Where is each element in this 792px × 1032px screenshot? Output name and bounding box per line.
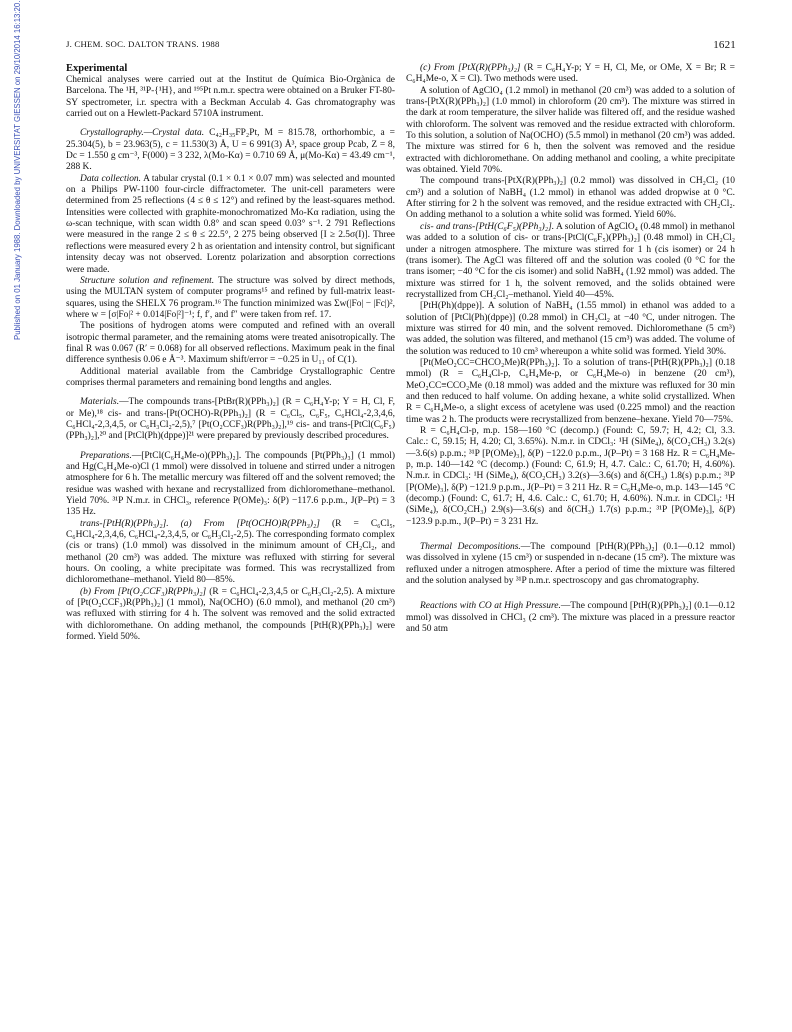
paragraph-thermal-decompositions [406, 542, 735, 587]
page-header [66, 39, 736, 53]
paragraph-nabh4-method: The compound trans-[PtX(R)(PPh₃)₂] (0.2 mmol) was dissolved in CH₂Cl₂ (10 cm³) and a solution of NaBH₄ (1.2 mmol) in ethanol was added dropwise at 0 °C. After stirring for 2 h the solvent was removed, and the residue extracted with CH₂Cl₂. On adding methanol to a solution a white solid was formed. Yield 60%. [406, 176, 735, 221]
paragraph-analytical-data: R = C₆H₄Cl-p, m.p. 158—160 °C (decomp.) (Found: C, 59.7; H, 4.2; Cl, 3.3. Calc.: C, 59.15; H, 4.20; Cl, 3.65%). N.m.r. in CDCl₃: ¹H (SiMe₄), δ(CO₂CH₃) 3.2(s)—3.6(s) p.p.m.; ³¹P [P(OMe)₃], δ(P) −122.0 p.p.m., J(P–Pt) = 3 168 Hz. R = C₆H₄Me-p, m.p. 140—142 °C (decomp.) (Found: C, 61.9; H, 4.7. Calc.: C, 61.70; H, 4.60%). N.m.r. in CDCl₃: ¹H (SiMe₄), δ(CO₂CH₃) 3.2(s)—3.6(s) and δ(CH₃) 1.8(s) p.p.m.; ³¹P [P(OMe)₃], δ(P) −121.9 p.p.m., J(P–Pt) = 3 211 Hz. R = C₆H₄Me-o, m.p. 143—145 °C (decomp.) (Found: C, 61.7; H, 4.6. Calc.: C, 61.70; H, 4.60%). N.m.r. in CDCl₃: ¹H (SiMe₄), δ(CO₂CH₃) 2.9(s)—3.6(s) and δ(CH₃) 1.7(s) p.p.m.; ³¹P [P(OMe)₃], δ(P) −123.9 p.p.m., J(P–Pt) = 3 231 Hz. [406, 426, 735, 527]
download-notice-text: Published on 01 January 1988. Downloaded by UNIVERSITAT GIESSEN on 29/10/2014 16:13:20. [13, 0, 22, 340]
run-in-heading: Thermal Decompositions. [420, 542, 521, 553]
paragraph-text: —The compound [PtH(R)(PPh₃)₂] (0.1—0.12 mmol) was dissolved in xylene (15 cm³) or suspended in n-decane (15 cm³). The mixture was refluxed under a nitrogen atmosphere. After a period of time the mixture was filtered and the solution analysed by ³¹P n.m.r. spectroscopy and gas chromatography. [406, 542, 735, 587]
paragraph-dppe-hydride: [PtH(Ph)(dppe)]. A solution of NaBH₄ (1.55 mmol) in ethanol was added to a solution of [PtCl(Ph)(dppe)] (0.28 mmol) in CH₂Cl₂ at −40 °C, under nitrogen. The mixture was stirred for 40 min, and the solvent removed. Dichloromethane (5 cm³) was added, the solution was filtered, and methanol (15 cm³) was added. The volume of the solution was reduced to 10 cm³ whereupon a white solid was formed. Yield 30%. [406, 301, 735, 357]
run-in-heading: cis- and trans-[PtH(C₆F₅)(PPh₃)₂]. [420, 221, 555, 232]
left-column [66, 63, 395, 644]
paragraph-c6f5-hydrides [406, 222, 735, 301]
paragraph-supplementary: Additional material available from the Cambridge Crystallographic Centre comprises thermal parameters and remaining bond lengths and angles. [66, 366, 395, 388]
run-in-heading: Preparations. [80, 450, 132, 461]
paragraph-text: —The compound [PtH(R)(PPh₃)₂] (0.1—0.12 mmol) was dissolved in CHCl₃ (2 cm³). The mixture was placed in a pressure reactor and 50 atm [406, 601, 735, 635]
run-in-heading: (b) From [Pt(O₂CCF₃)R(PPh₃)₂] [80, 586, 207, 597]
paragraph-instrumentation: Chemical analyses were carried out at the Institut de Química Bio-Orgànica de Barcelona. The ¹H, ³¹P-{¹H}, and ¹⁹⁵Pt n.m.r. spectra were obtained on a Bruker FT-80-SY spectrometer, i.r. spectra with a Beckman Acculab 4. Gas chromatography was carried out on a Hewlett-Packard 5710A instrument. [66, 75, 395, 120]
paragraph-preparations [66, 451, 395, 519]
run-in-heading: Reactions with CO at High Pressure. [420, 601, 561, 612]
run-in-heading: Data collection. [80, 173, 142, 184]
paragraph-data-collection [66, 174, 395, 276]
paragraph-text: —[PtCl(C₆H₄Me-o)(PPh₃)₂]. The compounds [Pt(PPh₃)₃] (1 mmol) and Hg(C₆H₄Me-o)Cl (1 mmol) were dissolved in toluene and stirred under a nitrogen atmosphere for 6 h. The metallic mercury was filtered off and the solvent removed; the residue was washed with hexane and recrystallized from dichloromethane–methanol. Yield 70%. ³¹P N.m.r. in CHCl₃, reference P(OMe)₃: δ(P) −117.6 p.p.m., J(P–Pt) = 3 135 Hz. [66, 450, 395, 518]
run-in-heading: Crystallography.—Crystal data. [80, 128, 205, 139]
section-heading-experimental: Experimental [66, 63, 128, 74]
run-in-heading: Structure solution and refinement. [80, 275, 215, 286]
paragraph-structure-solution [66, 276, 395, 321]
paragraph-method-b [66, 587, 395, 644]
paragraph-text: —The compounds trans-[PtBr(R)(PPh₃)₂] (R = C₆H₄Y-p; Y = H, Cl, F, or Me),¹⁸ cis- and trans-[Pt(OCHO)-R(PPh₃)₂] (R = C₆Cl₅, C₆F₅, C₆HCl₄-2,3,4,6, C₆HCl₄-2,3,4,5, or C₆H₃Cl₂-2,5),⁷ [Pt(O₂CCF₃)R(PPh₃)₂],¹⁹ cis- and trans-[PtCl(C₆F₅)(PPh₃)₂],²⁰ and [PtCl(Ph)(dppe)]²¹ were prepared by previously described procedures. [66, 397, 395, 442]
paragraph-text: C₄₂H₃₅FP₂Pt, M = 815.78, orthorhombic, a = 25.304(5), b = 23.963(5), c = 11.530(3) Å, U = 6 991(3) Å³, space group Pcab, Z = 8, Dc = 1.550 g cm⁻³, F(000) = 3 232, λ(Mo-Kα) = 0.710 69 Å, μ(Mo-Kα) = 43.49 cm⁻¹, 288 K. [66, 128, 396, 173]
run-in-heading: trans-[PtH(R)(PPh₃)₂]. (a) From [Pt(OCHO)R(PPh₃)₂] [80, 518, 320, 529]
paragraph-acetylene-insertion: [Pt(MeO₂CC=CHCO₂Me)R(PPh₃)₂]. To a solution of trans-[PtH(R)(PPh₃)₂] (0.18 mmol) (R = C₆H₄Cl-p, C₆H₄Me-p, or C₆H₄Me-o) in benzene (20 cm³), MeO₂CC≡CCO₂Me (0.18 mmol) was added and the mixture was refluxed for 30 min and then reduced to half volume. On adding hexane, a white solid crystallized. When R = C₆H₄Me-o, a slight excess of acetylene was used (0.225 mmol) and the reaction time was 2 h. The products were recrystallized from benzene–hexane. Yield 70—75%. [406, 357, 735, 425]
run-in-heading: (c) From [PtX(R)(PPh₃)₂] [420, 63, 521, 73]
journal-running-head: J. CHEM. SOC. DALTON TRANS. 1988 [66, 39, 220, 49]
paragraph-crystal-data [66, 128, 395, 173]
paragraph-text: (R = C₆HCl₄-2,3,4,5 or C₆H₃Cl₂-2,5). A mixture of [Pt(O₂CCF₃)R(PPh₃)₂] (1 mmol), Na(OCHO) (6.0 mmol), and methanol (20 cm³) was refluxed with stirring for 4 h. The solvent was removed and the solid extracted with dichloromethane. On adding methanol, the compounds [PtH(R)(PPh₃)₂] were formed. Yield 50%. [66, 586, 395, 643]
right-column [406, 63, 735, 636]
paragraph-method-c [406, 63, 735, 86]
paragraph-text: (R = C₆Cl₅, C₆HCl₄-2,3,4,6, C₆HCl₄-2,3,4,5, or C₆H₃Cl₂-2,5). The corresponding formato complex (cis or trans) (1.0 mmol) was dissolved in the minimum amount of CH₂Cl₂, and methanol (20 cm³) was added. The mixture was refluxed with stirring for several hours. On cooling, a white precipitate was formed. This was recrystallized from dichloromethane–methanol. Yield 80—85%. [66, 518, 395, 586]
paragraph-text: (R = C₆H₄Y-p; Y = H, Cl, Me, or OMe, X = Br; R = C₆H₄Me-o, X = Cl). Two methods were used. [406, 63, 735, 85]
paragraph-agclo4-method: A solution of AgClO₄ (1.2 mmol) in methanol (20 cm³) was added to a solution of trans-[PtX(R)(PPh₃)₂] (1.0 mmol) in chloroform (20 cm³). The mixture was stirred in the dark at room temperature, the silver halide was filtered off, and the residue washed with chloroform. The solvent was removed and the residue extracted with chloroform. To this solution, a solution of Na(OCHO) (5.5 mmol) in methanol (20 cm³) was added. The mixture was stirred for 6 h, then the solvent was removed and the residue extracted with dichloromethane. On adding methanol and cooling, a white precipitate was obtained. Yield 70%. [406, 85, 735, 176]
paragraph-co-reactions [406, 601, 735, 635]
paragraph-refinement: The positions of hydrogen atoms were computed and refined with an overall isotropic thermal parameter, and the remaining atoms were treated anisotropically. The final R was 0.067 (R′ = 0.068) for all observed reflections. Maximum peak in the final difference synthesis 0.06 e Å⁻³. Maximum shift/error = −0.25 in U₁₁ of C(1). [66, 321, 395, 366]
run-in-heading: Materials. [80, 397, 120, 408]
paragraph-method-a [66, 519, 395, 587]
paragraph-text: A tabular crystal (0.1 × 0.1 × 0.07 mm) was selected and mounted on a Philips PW-1100 four-circle diffractometer. The unit-cell parameters were determined from 25 reflections (4 ≤ θ ≤ 12°) and refined by the least-squares method. Intensities were collected with graphite-monochromatized Mo-Kα radiation, using the ω-scan technique, with scan width 0.8° and scan speed 0.03° s⁻¹. 2 791 Reflections were measured in the range 2 ≤ θ ≤ 22.5°, 2 275 being observed [I ≥ 2.5σ(I)]. Three reflections were measured every 2 h as orientation and intensity control, but significant intensity decay was not observed. Lorentz polarization and absorption corrections were made. [66, 173, 395, 275]
paragraph-text: The structure was solved by direct methods, using the MULTAN system of computer programs¹⁵ and refined by full-matrix least-squares, using the SHELX 76 program.¹⁶ The function minimized was Σw(|Fo| − |Fc|)², where w = [σ|Fo|² + 0.014|Fo|²]⁻¹; f, f′, and f″ were taken from ref. 17. [66, 275, 395, 320]
paragraph-text: A solution of AgClO₄ (0.48 mmol) in methanol was added to a solution of cis- or trans-[PtCl(C₆F₅)(PPh₃)₂] (0.48 mmol) in CH₂Cl₂ under a nitrogen atmosphere. The mixture was stirred for 1 h (cis isomer) or 24 h (trans isomer). The AgCl was filtered off and the solution was cooled (0 °C for the trans isomer; −40 °C for the cis isomer) and solid NaBH₄ (1.92 mmol) was added. The mixture was stirred for 1 h, the solvent removed, and the solids obtained were recrystallized from CH₂Cl₂–methanol. Yield 40—45%. [406, 221, 735, 300]
page-number: 1621 [713, 39, 736, 51]
paragraph-materials [66, 397, 395, 442]
